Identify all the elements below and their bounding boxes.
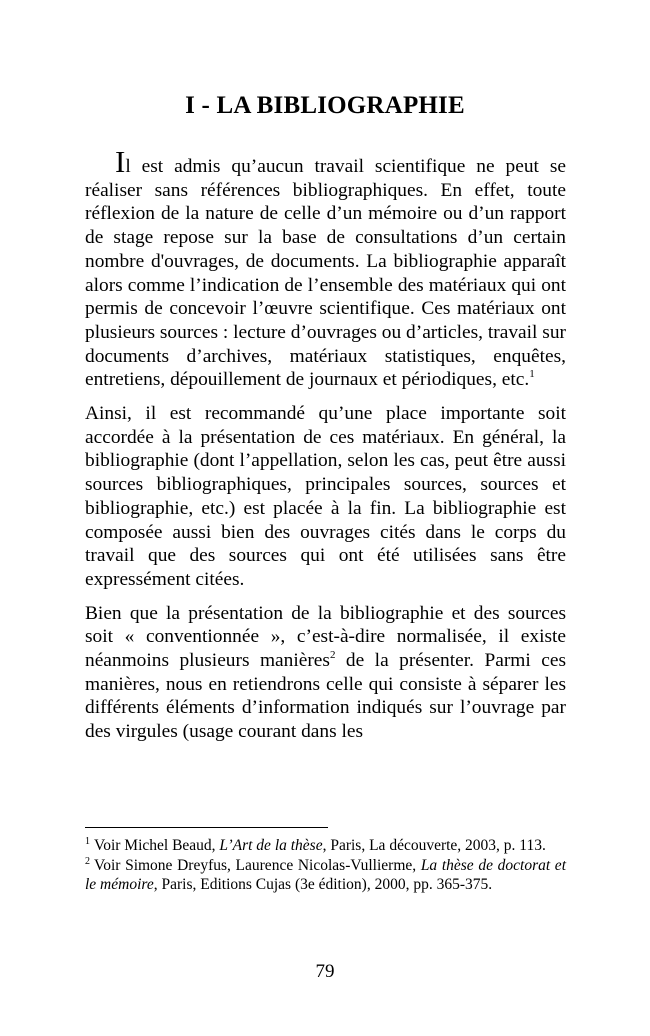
footnote-2 xyxy=(85,856,566,895)
paragraph-2: Ainsi, il est recommandé qu’une place importante soit accordée à la présentation de ces matériaux. En général, la bibliographie (dont l’appellation, selon les cas, peut être aussi sources bibliographiques, principales sources, sources et bibliographie, etc.) est placée à la fin. La bibliographie est composée aussi bien des ouvrages cités dans le corps du travail que des sources qui ont été utilisées sans être expressément citées. xyxy=(85,403,566,590)
paragraph-3-text-start: Bien que la présentation de la bibliographie et des sources soit « conventionnée », c’est-à-dire normalisée, il existe néanmoins plusieurs manières xyxy=(85,602,566,672)
paragraph-1-text: l est admis qu’aucun travail scientifique ne peut se réaliser sans références bibliographiques. En effet, toute réflexion de la nature de celle d’un mémoire ou d’un rapport de stage repose sur la base de consultations d’un certain nombre d'ouvrages, de documents. La bibliographie apparaît alors comme l’indication de l’ensemble des matériaux qui ont permis de concevoir l’œuvre scientifique. Ces matériaux ont plusieurs sources : lecture d’ouvrages ou d’articles, travail sur documents d’archives, matériaux statistiques, enquêtes, entretiens, dépouillement de journaux et périodiques, etc. xyxy=(85,156,566,391)
footnote-2-book-title: La thèse de doctorat et le mémoire xyxy=(85,856,566,893)
paragraph-3 xyxy=(85,602,566,744)
footnote-2-text-end: , Paris, Editions Cujas (3e édition), 2000, pp. 365-375. xyxy=(153,876,493,893)
footnote-1-number: 1 xyxy=(85,836,90,847)
paragraph-1 xyxy=(85,144,566,392)
paragraph-3-text-end: de la présenter. Parmi ces manières, nous en retiendrons celle qui consiste à séparer les différents éléments d’information indiqués sur l’ouvrage par des virgules (usage courant dans les xyxy=(85,650,566,743)
footnote-2-number: 2 xyxy=(85,855,90,867)
footnote-1 xyxy=(85,836,566,856)
footnote-separator xyxy=(85,827,328,828)
page-number: 79 xyxy=(315,961,335,982)
footnote-1-text-end: , Paris, La découverte, 2003, p. 113. xyxy=(322,837,546,854)
footnote-1-book-title: L’Art de la thèse xyxy=(219,837,323,854)
body-text xyxy=(85,144,566,754)
footnote-2-text-start: Voir Simone Dreyfus, Laurence Nicolas-Vullierme, xyxy=(94,856,421,874)
chapter-title: I - LA BIBLIOGRAPHIE xyxy=(185,92,465,119)
footnote-ref-1[interactable]: 1 xyxy=(529,368,535,381)
footnotes xyxy=(85,836,566,895)
drop-cap: I xyxy=(115,144,126,179)
footnote-1-text-start: Voir Michel Beaud, xyxy=(94,837,220,854)
footnote-ref-2[interactable]: 2 xyxy=(329,649,336,662)
